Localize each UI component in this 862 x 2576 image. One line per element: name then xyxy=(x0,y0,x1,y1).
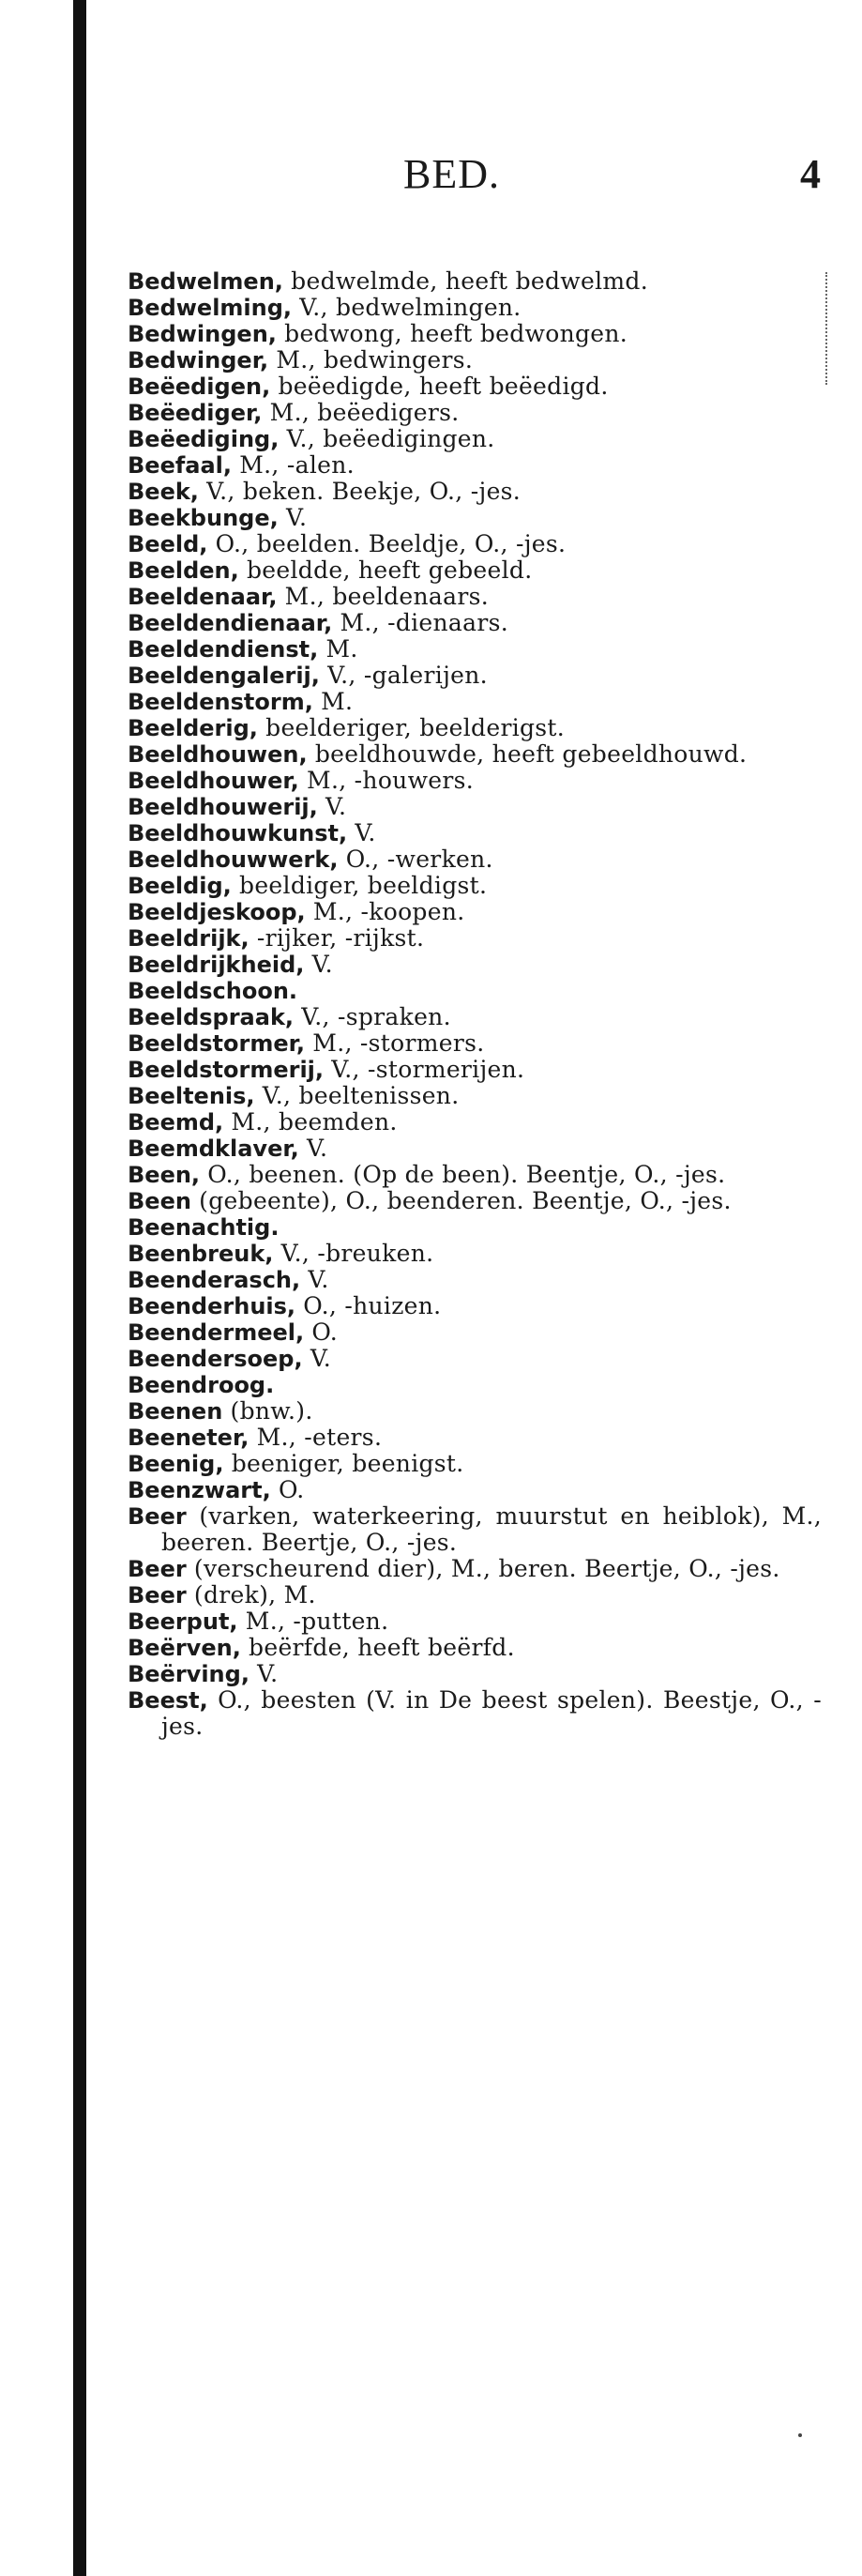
dictionary-entry xyxy=(128,1425,822,1451)
dictionary-entry xyxy=(128,1477,822,1503)
entry-headword: Beenig, xyxy=(128,1451,224,1477)
dictionary-entry xyxy=(128,452,822,479)
dictionary-entry xyxy=(128,373,822,400)
dictionary-entry xyxy=(128,846,822,873)
dictionary-entry xyxy=(128,1188,822,1214)
dictionary-entry xyxy=(128,1635,822,1661)
entry-headword: Beeldendienst, xyxy=(128,636,319,663)
entry-headword: Beeldrijkheid, xyxy=(128,952,305,978)
entry-definition: M., beeldenaars. xyxy=(277,583,489,610)
entry-headword: Beëediging, xyxy=(128,426,280,452)
entry-definition: bedwong, heeft bedwongen. xyxy=(276,320,628,347)
dictionary-entry xyxy=(128,925,822,952)
entry-headword: Bedwinger, xyxy=(128,347,269,373)
dictionary-entry xyxy=(128,295,822,321)
entry-definition: beeniger, beenigst. xyxy=(223,1450,464,1477)
dictionary-entry xyxy=(128,794,822,820)
entry-definition: M., -alen. xyxy=(232,451,355,479)
entry-definition: beeldde, heeft gebeeld. xyxy=(238,556,533,584)
entry-headword: Beeltenis, xyxy=(128,1083,255,1109)
entry-definition: beelderiger, beelderigst. xyxy=(257,714,566,741)
book-spine-rule xyxy=(73,0,86,2576)
entry-headword: Beeldig, xyxy=(128,873,232,899)
entry-headword: Beer xyxy=(128,1556,187,1582)
dictionary-entry xyxy=(128,1451,822,1477)
print-speck xyxy=(798,2433,802,2437)
entry-definition: M. xyxy=(318,635,358,663)
dictionary-entry xyxy=(128,1503,822,1556)
entry-definition: V. xyxy=(304,951,333,978)
entry-headword: Beeldendienaar, xyxy=(128,610,333,636)
entry-definition: O., -huizen. xyxy=(295,1292,442,1319)
entry-definition: V., beken. Beekje, O., -jes. xyxy=(198,478,522,505)
entry-definition: V., -stormerijen. xyxy=(324,1056,525,1083)
dictionary-entry xyxy=(128,768,822,794)
entry-headword: Beekbunge, xyxy=(128,505,279,531)
dictionary-entry xyxy=(128,1582,822,1608)
entry-definition: O., beenen. (Op de been). Beentje, O., -jes. xyxy=(200,1161,726,1188)
entry-definition: O., beesten (V. in De beest spelen). Beestje, O., -jes. xyxy=(161,1686,822,1740)
entry-definition: V., bedwelmingen. xyxy=(292,294,522,321)
dictionary-entry-list xyxy=(128,268,822,1740)
entry-headword: Beeldhouwkunst, xyxy=(128,820,348,846)
entry-definition: M., beemden. xyxy=(223,1108,398,1136)
entry-headword: Beenen xyxy=(128,1398,223,1425)
entry-definition: beërfde, heeft beërfd. xyxy=(240,1634,515,1661)
entry-definition: M., -stormers. xyxy=(305,1029,485,1057)
entry-definition: V., -spraken. xyxy=(294,1003,451,1030)
entry-headword: Beërving, xyxy=(128,1661,250,1687)
entry-headword: Beeldenaar, xyxy=(128,584,278,610)
margin-marks xyxy=(825,272,830,385)
entry-definition: V. xyxy=(302,1345,332,1372)
dictionary-entry xyxy=(128,978,822,1004)
entry-headword: Beeldhouwer, xyxy=(128,768,299,794)
entry-headword: Been, xyxy=(128,1162,201,1188)
entry-headword: Beelderig, xyxy=(128,715,258,741)
entry-headword: Beendersoep, xyxy=(128,1346,303,1372)
dictionary-entry xyxy=(128,1319,822,1346)
page-header xyxy=(0,150,862,206)
entry-headword: Beendermeel, xyxy=(128,1319,305,1346)
entry-definition: M., bedwingers. xyxy=(268,346,474,373)
dictionary-entry xyxy=(128,321,822,347)
dictionary-entry xyxy=(128,1030,822,1057)
dictionary-entry xyxy=(128,505,822,531)
entry-headword: Beeld, xyxy=(128,531,208,557)
entry-headword: Beeldrijk, xyxy=(128,925,250,952)
entry-headword: Beemdklaver, xyxy=(128,1136,299,1162)
entry-headword: Bedwingen, xyxy=(128,321,277,347)
entry-definition: (varken, waterkeering, muurstut en heiblok), M., beeren. Beertje, O., -jes. xyxy=(161,1502,822,1556)
entry-definition: V. xyxy=(298,1135,328,1162)
dictionary-entry xyxy=(128,1083,822,1109)
dictionary-entry xyxy=(128,663,822,689)
entry-headword: Beenzwart, xyxy=(128,1477,271,1503)
entry-definition: V. xyxy=(278,504,308,531)
entry-headword: Beeldstormer, xyxy=(128,1030,306,1057)
entry-headword: Beefaal, xyxy=(128,452,233,479)
entry-headword: Beenderhuis, xyxy=(128,1293,296,1319)
dictionary-entry xyxy=(128,400,822,426)
entry-definition: (verscheurend dier), M., beren. Beertje, O., -jes. xyxy=(186,1555,780,1582)
entry-headword: Beenbreuk, xyxy=(128,1241,274,1267)
entry-headword: Beendroog. xyxy=(128,1372,275,1398)
dictionary-entry xyxy=(128,820,822,846)
dictionary-entry xyxy=(128,479,822,505)
entry-definition: M., beëedigers. xyxy=(262,399,460,426)
dictionary-entry xyxy=(128,1136,822,1162)
dictionary-entry xyxy=(128,268,822,295)
dictionary-entry xyxy=(128,1293,822,1319)
running-head: BED. xyxy=(403,151,500,197)
entry-definition: beeldiger, beeldigst. xyxy=(231,872,488,899)
entry-definition: (bnw.). xyxy=(222,1397,313,1425)
entry-headword: Beer xyxy=(128,1503,187,1530)
dictionary-entry xyxy=(128,1556,822,1582)
page-number: 4 xyxy=(800,151,821,197)
entry-headword: Beeldhouwen, xyxy=(128,741,308,768)
entry-definition: (gebeente), O., beenderen. Beentje, O., -jes. xyxy=(190,1187,732,1214)
entry-headword: Beeldhouwerij, xyxy=(128,794,318,820)
dictionary-entry xyxy=(128,1398,822,1425)
entry-headword: Beeneter, xyxy=(128,1425,250,1451)
entry-headword: Beeldschoon. xyxy=(128,978,298,1004)
dictionary-entry xyxy=(128,1241,822,1267)
entry-definition: O., -werken. xyxy=(338,846,493,873)
entry-definition: V., -breuken. xyxy=(273,1240,434,1267)
entry-definition: M., -koopen. xyxy=(305,898,465,925)
dictionary-entry xyxy=(128,1687,822,1740)
entry-headword: Beelden, xyxy=(128,557,239,584)
dictionary-entry xyxy=(128,1608,822,1635)
entry-definition: M., -putten. xyxy=(237,1608,389,1635)
dictionary-entry xyxy=(128,1004,822,1030)
dictionary-entry xyxy=(128,741,822,768)
entry-definition: M., -houwers. xyxy=(298,767,475,794)
entry-definition: beëedigde, heeft beëedigd. xyxy=(270,373,609,400)
dictionary-entry xyxy=(128,1372,822,1398)
entry-headword: Beëedigen, xyxy=(128,373,271,400)
entry-headword: Beeldhouwwerk, xyxy=(128,846,339,873)
entry-headword: Beeldengalerij, xyxy=(128,663,320,689)
dictionary-entry xyxy=(128,1109,822,1136)
entry-definition: O., beelden. Beeldje, O., -jes. xyxy=(207,530,567,557)
entry-headword: Beeldstormerij, xyxy=(128,1057,325,1083)
entry-definition: bedwelmde, heeft bedwelmd. xyxy=(282,267,648,295)
entry-definition: V. xyxy=(300,1266,329,1293)
dictionary-entry xyxy=(128,531,822,557)
dictionary-entry xyxy=(128,873,822,899)
entry-definition: M., -dienaars. xyxy=(332,609,508,636)
dictionary-entry xyxy=(128,584,822,610)
entry-definition: M., -eters. xyxy=(249,1424,383,1451)
dictionary-entry xyxy=(128,1661,822,1687)
entry-definition: V., -galerijen. xyxy=(319,662,488,689)
entry-definition: O. xyxy=(304,1318,338,1346)
entry-definition: V., beeltenissen. xyxy=(254,1082,460,1109)
entry-headword: Beeldspraak, xyxy=(128,1004,295,1030)
entry-headword: Bedwelming, xyxy=(128,295,293,321)
entry-definition: M. xyxy=(312,688,354,715)
entry-headword: Beemd, xyxy=(128,1109,224,1136)
entry-headword: Beeldjeskoop, xyxy=(128,899,306,925)
dictionary-entry xyxy=(128,426,822,452)
entry-headword: Beer xyxy=(128,1582,187,1608)
entry-definition: V. xyxy=(347,819,376,846)
entry-definition: V. xyxy=(249,1660,279,1687)
entry-headword: Beeldenstorm, xyxy=(128,689,313,715)
entry-headword: Beest, xyxy=(128,1687,208,1714)
entry-headword: Beenachtig. xyxy=(128,1214,280,1241)
dictionary-entry xyxy=(128,557,822,584)
dictionary-entry xyxy=(128,610,822,636)
dictionary-entry xyxy=(128,636,822,663)
dictionary-entry xyxy=(128,952,822,978)
dictionary-entry xyxy=(128,715,822,741)
dictionary-entry xyxy=(128,1214,822,1241)
entry-headword: Beek, xyxy=(128,479,199,505)
entry-definition: V., beëedigingen. xyxy=(279,425,495,452)
entry-definition: (drek), M. xyxy=(186,1581,316,1608)
dictionary-entry xyxy=(128,1057,822,1083)
entry-definition: V. xyxy=(317,793,347,820)
entry-headword: Beërven, xyxy=(128,1635,241,1661)
entry-headword: Been xyxy=(128,1188,191,1214)
dictionary-entry xyxy=(128,1162,822,1188)
entry-definition: -rijker, -rijkst. xyxy=(249,924,425,952)
entry-definition: beeldhouwde, heeft gebeeldhouwd. xyxy=(307,740,748,768)
dictionary-entry xyxy=(128,689,822,715)
dictionary-entry xyxy=(128,1267,822,1293)
entry-headword: Beenderasch, xyxy=(128,1267,301,1293)
entry-headword: Beëediger, xyxy=(128,400,263,426)
dictionary-entry xyxy=(128,347,822,373)
entry-headword: Bedwelmen, xyxy=(128,268,283,295)
entry-headword: Beerput, xyxy=(128,1608,238,1635)
dictionary-entry xyxy=(128,1346,822,1372)
dictionary-entry xyxy=(128,899,822,925)
entry-definition: O. xyxy=(270,1476,305,1503)
